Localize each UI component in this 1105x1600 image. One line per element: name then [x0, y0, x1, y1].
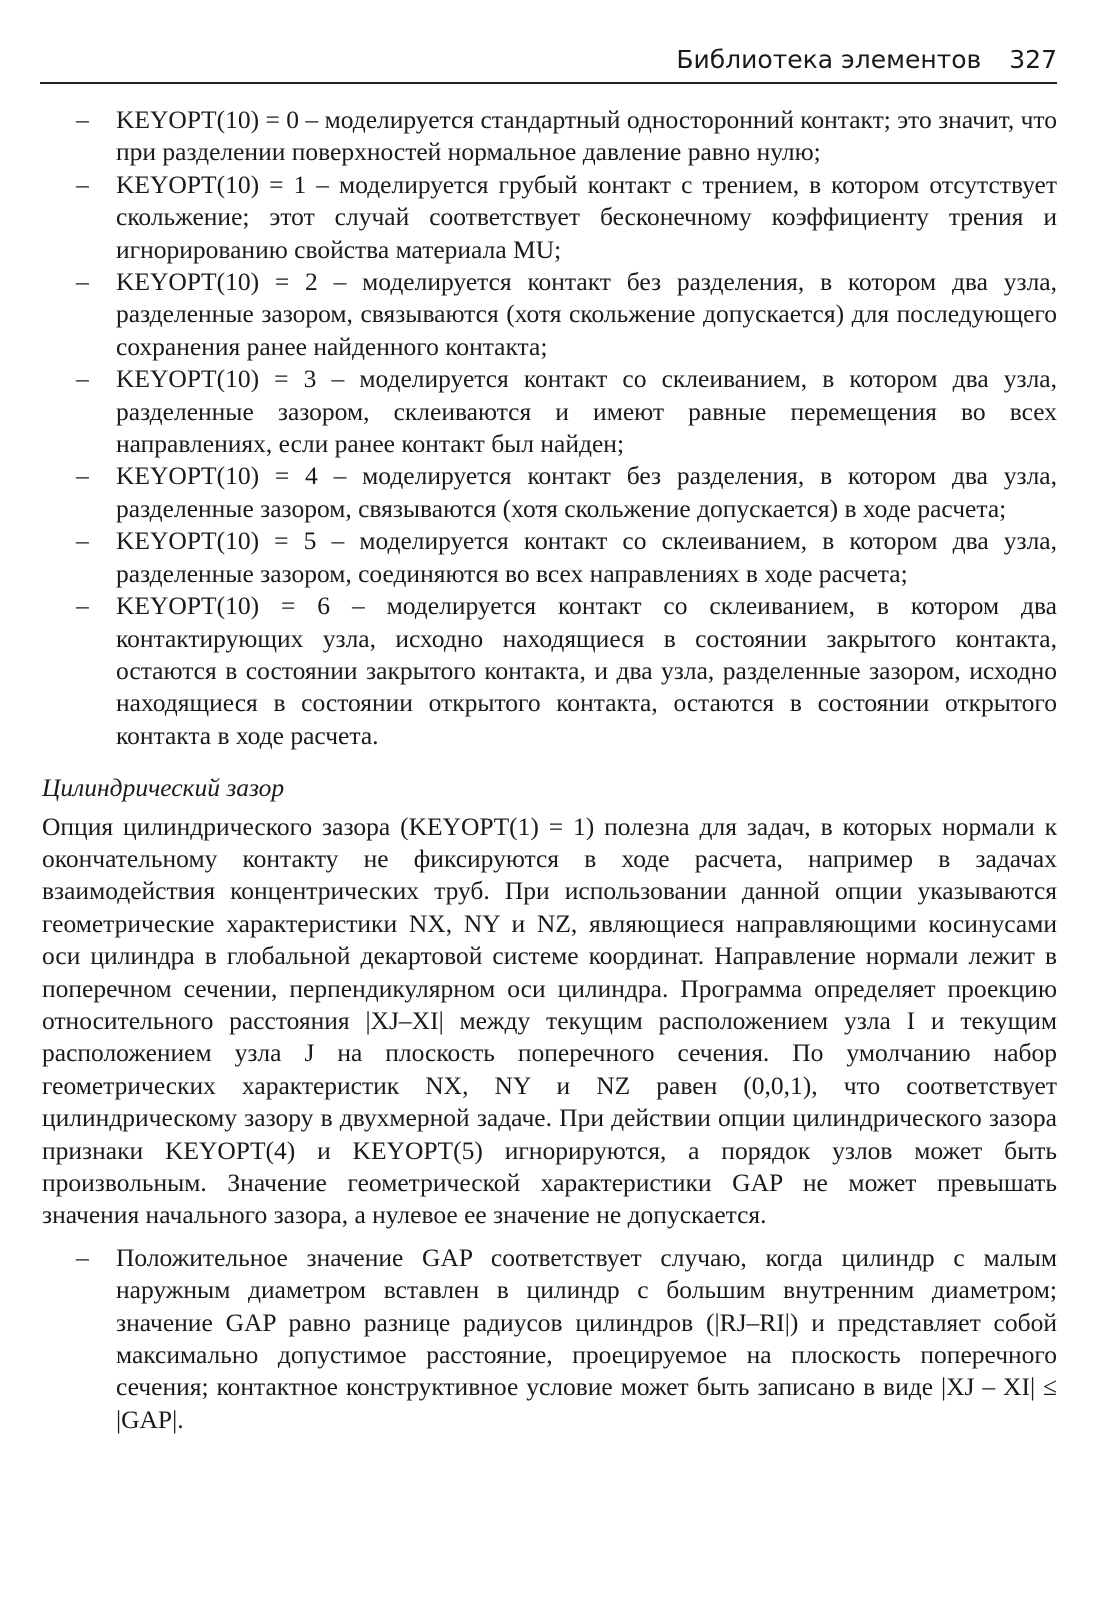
list-item-text: KEYOPT(10) = 0 – моделируется стандартный односторонний контакт; это значит, что при разделении поверхностей нормальное давление равно нулю; — [116, 105, 1057, 167]
list-item — [42, 266, 1057, 363]
list-item — [42, 104, 1057, 169]
dash-marker: – — [76, 364, 89, 394]
dash-marker: – — [76, 105, 89, 134]
page-number: 327 — [1009, 45, 1057, 74]
header-title: Библиотека элементов — [676, 45, 982, 74]
list-item-text: KEYOPT(10) = 5 – моделируется контакт со склеиванием, в котором два узла, разделенные зазором, соединяются во всех направлениях в ходе расчета; — [116, 526, 1057, 588]
list-item — [42, 363, 1057, 460]
dash-marker: – — [76, 461, 89, 491]
list-item-text: KEYOPT(10) = 3 – моделируется контакт со склеиванием, в котором два узла, разделенные зазором, склеиваются и имеют равные перемещения во всех направлениях, если ранее контакт был найден; — [116, 364, 1057, 459]
keyopt-list — [42, 104, 1057, 752]
gap-list — [42, 1242, 1057, 1436]
dash-marker: – — [76, 591, 89, 621]
section-heading: Цилиндрический зазор — [42, 773, 285, 803]
body-paragraph: Опция цилиндрического зазора (KEYOPT(1) = 1) полезна для задач, в которых нормали к окончательному контакту не фиксируются в ходе расчета, например в задачах взаимодействия концентрических труб. При использовании данной опции указываются геометрические характеристики NX, NY и NZ, являющиеся направляющими косинусами оси цилиндра в глобальной декартовой системе координат. Направление нормали лежит в поперечном сечении, перпендикулярном оси цилиндра. Программа определяет проекцию относительного расстояния |XJ–XI| между текущим расположением узла I и текущим расположением узла J на плоскость поперечного сечения. По умолчанию набор геометрических характеристик NX, NY и NZ равен (0,0,1), что соответствует цилиндрическому зазору в двухмерной задаче. При действии опции цилиндрического зазора признаки KEYOPT(4) и KEYOPT(5) игнорируются, а порядок узлов может быть произвольным. Значение геометрической характеристики GAP не может превышать значения начального зазора, а нулевое ее значение не допускается. — [42, 811, 1057, 1230]
list-item — [42, 460, 1057, 525]
list-item-text: KEYOPT(10) = 6 – моделируется контакт со склеиванием, в котором два контактирующих узла, исходно находящиеся в состоянии закрытого контакта, остаются в состоянии закрытого контакта, и два узла, разделенные зазором, исходно находящиеся в состоянии открытого контакта, остаются в состоянии открытого контакта в ходе расчета. — [116, 591, 1057, 750]
dash-marker: – — [76, 267, 89, 297]
list-item — [42, 1242, 1057, 1436]
list-item-text: KEYOPT(10) = 1 – моделируется грубый контакт с трением, в котором отсутствует скольжение; этот случай соответствует бесконечному коэффициенту трения и игнорированию свойства материала MU; — [116, 169, 1057, 264]
dash-marker: – — [76, 526, 89, 556]
list-item-text: KEYOPT(10) = 4 – моделируется контакт без разделения, в котором два узла, разделенные зазором, связываются (хотя скольжение допускается) в ходе расчета; — [116, 461, 1057, 523]
list-item-text: KEYOPT(10) = 2 – моделируется контакт без разделения, в котором два узла, разделенные зазором, связываются (хотя скольжение допускается) для последующего сохранения ранее найденного контакта; — [116, 267, 1057, 361]
list-item — [42, 590, 1057, 752]
list-item — [42, 525, 1057, 590]
page-body — [42, 104, 1057, 1436]
list-item — [42, 169, 1057, 266]
dash-marker: – — [76, 169, 89, 199]
running-header — [40, 40, 1057, 84]
dash-marker: – — [76, 1242, 89, 1272]
list-item-text: Положительное значение GAP соответствует случаю, когда цилиндр с малым наружным диаметром вставлен в цилиндр с большим внутренним диаметром; значение GAP равно разнице радиусов цилиндров (|RJ–RI|) и представляет собой максимально допустимое расстояние, проецируемое на плоскость поперечного сечения; контактное конструктивное условие может быть записано в виде |XJ – XI| ≤ |GAP|. — [116, 1242, 1057, 1434]
